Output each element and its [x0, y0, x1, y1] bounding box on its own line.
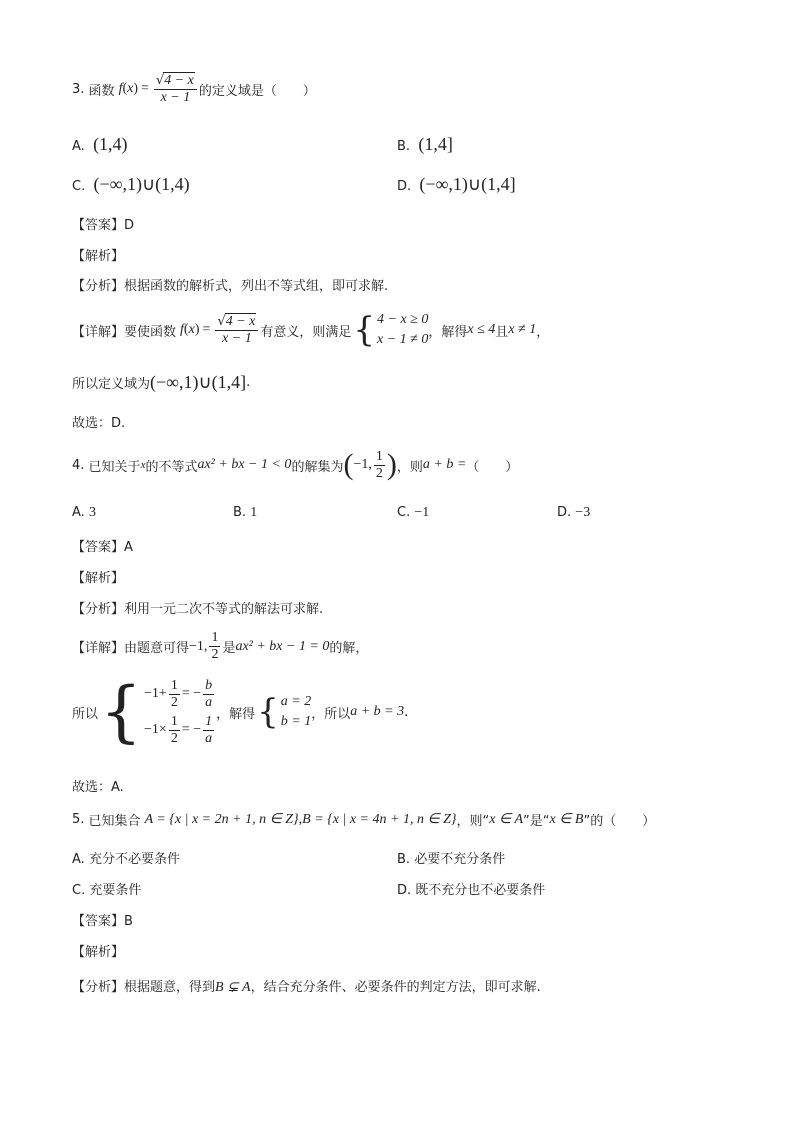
q4-detail1: 由题意可得 — [124, 641, 190, 656]
q5-analysis-tag: 【解析】 — [72, 945, 125, 960]
q4-stem1: 已知关于 — [88, 459, 141, 475]
q4-fenxi-text: 利用一元二次不等式的解法可求解. — [124, 602, 324, 617]
q4-answer-tag: 【答案】 — [72, 540, 125, 555]
q3-detail — [72, 310, 549, 350]
q4-option-c-label: C. — [397, 505, 411, 520]
q3-detail-numerator: 4 − x — [225, 314, 256, 329]
q3-cond1: 4 − x ≥ 0 — [377, 312, 429, 327]
q4-r2-half-num: 1 — [170, 713, 178, 729]
q5-stem4: ”的（ ） — [583, 814, 656, 829]
q4-stem — [72, 448, 518, 482]
q4-option-a-value: 3 — [88, 505, 96, 520]
q4-r2-den: a — [205, 730, 213, 746]
q4-option-d-label: D. — [557, 505, 572, 520]
q4-option-c-value: −1 — [414, 505, 430, 520]
q5-fenxi — [72, 976, 541, 996]
q3-domain-suffix: . — [246, 375, 251, 390]
q4-solution-system — [281, 692, 311, 732]
q3-fenxi — [72, 275, 388, 294]
left-brace-icon: { — [353, 310, 376, 350]
q4-r1-frac — [203, 678, 214, 711]
left-brace-icon: { — [257, 692, 279, 732]
q4-stem3: 的解集为 — [291, 459, 344, 475]
q3-numerator: 4 − x — [164, 73, 194, 88]
q4-r2-half-den: 2 — [170, 730, 178, 746]
q4-inequality: ax² + bx − 1 < 0 — [197, 457, 292, 472]
q4-set-left: −1, — [353, 457, 372, 472]
q5-fenxi2: ，结合充分条件、必要条件的判定方法，即可求解. — [250, 980, 541, 995]
q4-sum: a + b = — [422, 457, 467, 472]
q3-func: f — [118, 81, 123, 96]
q4-roots-half-den: 2 — [211, 647, 219, 662]
q4-r2-mid: = − — [181, 722, 202, 737]
q4-stem2: 的不等式 — [145, 459, 198, 475]
q3-option-c-value: (−∞,1)∪(1,4) — [93, 174, 190, 194]
q4-half-num: 1 — [375, 448, 383, 464]
q3-detail-var: x — [188, 322, 195, 337]
q4-r1-mid: = − — [181, 686, 202, 701]
q4-r1-left: −1+ — [144, 686, 167, 701]
q3-option-a-value: (1,4) — [93, 134, 128, 154]
q3-detail-prefix: 要使函数 — [124, 324, 177, 340]
q4-then: ，所以 — [311, 706, 351, 722]
q4-roots-left: −1, — [189, 638, 208, 654]
q3-choose: 故选：D. — [72, 416, 126, 431]
q5-option-d-value: 既不充分也不必要条件 — [415, 883, 546, 898]
left-paren-icon: ( — [343, 448, 354, 481]
q4-fenxi-tag: 【分析】 — [72, 602, 125, 617]
q3-sol2: x ≠ 1 — [508, 322, 537, 337]
q3-answer-value: D — [124, 218, 135, 233]
q3-sol1: x ≤ 4 — [467, 322, 496, 337]
q3-eq: = — [141, 81, 149, 96]
q3-rp: ) — [133, 81, 139, 96]
q4-system — [72, 673, 409, 750]
q3-option-b-value: (1,4] — [418, 134, 453, 154]
q4-row2 — [144, 712, 216, 748]
q3-denominator: x − 1 — [160, 90, 191, 105]
q3-and: 且 — [495, 324, 509, 340]
q4-solve: ，解得 — [216, 706, 256, 722]
q3-detail-denominator: x − 1 — [222, 331, 252, 346]
q4-option-a-label: A. — [72, 505, 85, 520]
q4-row1 — [144, 676, 216, 712]
q3-domain — [72, 372, 250, 393]
q5-number: 5. — [72, 812, 85, 827]
q5-comma: , — [298, 811, 303, 827]
q3-detail-solve: ，解得 — [428, 324, 468, 340]
q4-r2-frac — [203, 714, 214, 747]
q3-domain-prefix: 所以定义域为 — [72, 377, 151, 392]
q4-r1-half-num: 1 — [170, 677, 178, 693]
q3-comma: ， — [536, 324, 550, 340]
q5-option-d-label: D. — [397, 883, 412, 898]
q5-set-b: B = {x | x = 4n + 1, n ∈ Z} — [302, 812, 457, 827]
q3-detail-lp: ( — [183, 322, 189, 337]
q4-r2-left: −1× — [144, 722, 167, 737]
q4-a-val: a = 2 — [280, 694, 312, 709]
q3-option-d — [397, 174, 516, 195]
q5-option-c — [72, 879, 141, 898]
q4-roots-half — [209, 630, 220, 663]
q5-answer — [72, 910, 133, 929]
q4-r1-den: a — [205, 694, 213, 710]
q4-detail — [72, 630, 368, 663]
q4-answer-value: A — [124, 540, 133, 555]
q3-detail-eq: = — [202, 322, 211, 337]
q4-r1-half-den: 2 — [170, 694, 178, 710]
q5-stem3: ”是“ — [523, 814, 550, 829]
q4-end: . — [404, 704, 409, 720]
q4-result: a + b = 3 — [350, 704, 405, 719]
q3-option-c-label: C. — [72, 179, 86, 194]
q5-cond1: x ∈ A — [489, 812, 523, 827]
q3-fraction — [154, 72, 197, 106]
q4-set-half — [374, 449, 385, 482]
q4-detail2: 是 — [222, 641, 236, 656]
q3-fenxi-text: 根据函数的解析式，列出不等式组，即可求解. — [124, 279, 389, 294]
q3-analysis-tag: 【解析】 — [72, 249, 125, 264]
q5-answer-tag: 【答案】 — [72, 914, 125, 929]
left-brace-icon: { — [100, 673, 143, 750]
q4-stem4: ，则 — [396, 459, 423, 475]
q3-domain-value: (−∞,1)∪(1,4] — [150, 372, 247, 392]
q3-cond2: x − 1 ≠ 0 — [377, 332, 429, 347]
q5-fenxi1: 根据题意，得到 — [124, 980, 216, 995]
q4-r2-half — [169, 714, 180, 747]
q4-half-den: 2 — [375, 465, 383, 481]
q4-analysis-tag: 【解析】 — [72, 571, 125, 586]
sqrt-icon: √ — [217, 314, 226, 329]
q4-equation: ax² + bx − 1 = 0 — [235, 638, 330, 654]
q4-detail3: 的解， — [329, 641, 369, 656]
q5-subset: B ⊊ A — [215, 980, 251, 995]
q3-answer-tag: 【答案】 — [72, 218, 125, 233]
q5-option-a-value: 充分不必要条件 — [88, 852, 180, 867]
q4-option-b — [233, 505, 257, 521]
q3-option-d-label: D. — [397, 179, 412, 194]
q4-b-val: b = 1 — [280, 714, 312, 729]
q4-option-b-value: 1 — [250, 505, 258, 520]
q3-condition-system — [377, 310, 428, 350]
q3-detail-func: f — [180, 322, 184, 337]
q5-option-b-label: B. — [397, 852, 411, 867]
q3-option-a — [72, 134, 128, 155]
q3-detail-mid: 有意义，则满足 — [260, 324, 352, 340]
q4-detail-tag: 【详解】 — [72, 641, 125, 656]
q4-option-d — [557, 505, 590, 521]
q3-option-a-label: A. — [72, 139, 85, 154]
q4-r2-num: 1 — [205, 713, 213, 729]
q5-option-a — [72, 848, 180, 867]
q5-set-a: A = {x | x = 2n + 1, n ∈ Z} — [144, 812, 299, 827]
q5-option-b — [397, 848, 505, 867]
q3-prefix: 函数 — [88, 83, 115, 99]
q5-option-b-value: 必要不充分条件 — [414, 852, 506, 867]
q3-option-b — [397, 134, 453, 155]
q4-option-d-value: −3 — [575, 505, 591, 520]
q3-option-c — [72, 174, 190, 195]
q4-fenxi — [72, 598, 323, 617]
q5-fenxi-tag: 【分析】 — [72, 980, 125, 995]
q3-option-d-value: (−∞,1)∪(1,4] — [419, 174, 516, 194]
q4-so: 所以 — [72, 706, 99, 722]
q3-stem — [72, 72, 316, 106]
q5-option-a-label: A. — [72, 852, 85, 867]
q3-detail-rp: ) — [194, 322, 200, 337]
q4-option-c — [397, 505, 429, 521]
sqrt-icon: √ — [155, 73, 165, 88]
q3-option-b-label: B. — [397, 139, 411, 154]
q4-answer — [72, 536, 133, 555]
q3-detail-fraction — [215, 313, 258, 347]
q4-roots-half-num: 1 — [211, 630, 219, 645]
q5-answer-value: B — [124, 914, 133, 929]
q5-stem2: ，则“ — [456, 814, 490, 829]
q3-suffix: 的定义域是（ ） — [198, 83, 316, 99]
q3-var: x — [127, 81, 134, 96]
q5-stem — [72, 810, 655, 829]
q4-x: x — [140, 459, 146, 471]
right-paren-icon: ) — [386, 448, 397, 481]
q5-option-c-value: 充要条件 — [89, 883, 142, 898]
q4-option-a — [72, 505, 96, 521]
q4-equation-system — [144, 676, 216, 748]
q4-choose: 故选：A. — [72, 780, 124, 795]
q5-stem1: 已知集合 — [88, 814, 141, 829]
q3-lp: ( — [122, 81, 128, 96]
q4-r1-num: b — [205, 677, 213, 693]
q5-option-d — [397, 879, 545, 898]
q3-detail-tag: 【详解】 — [72, 324, 125, 340]
q3-answer — [72, 214, 134, 233]
q4-number: 4. — [72, 457, 85, 473]
q5-option-c-label: C. — [72, 883, 86, 898]
q5-cond2: x ∈ B — [549, 812, 584, 827]
q4-r1-half — [169, 678, 180, 711]
q4-option-b-label: B. — [233, 505, 247, 520]
q3-number: 3. — [72, 81, 85, 97]
q4-stem5: （ ） — [466, 459, 519, 475]
q3-fenxi-tag: 【分析】 — [72, 279, 125, 294]
